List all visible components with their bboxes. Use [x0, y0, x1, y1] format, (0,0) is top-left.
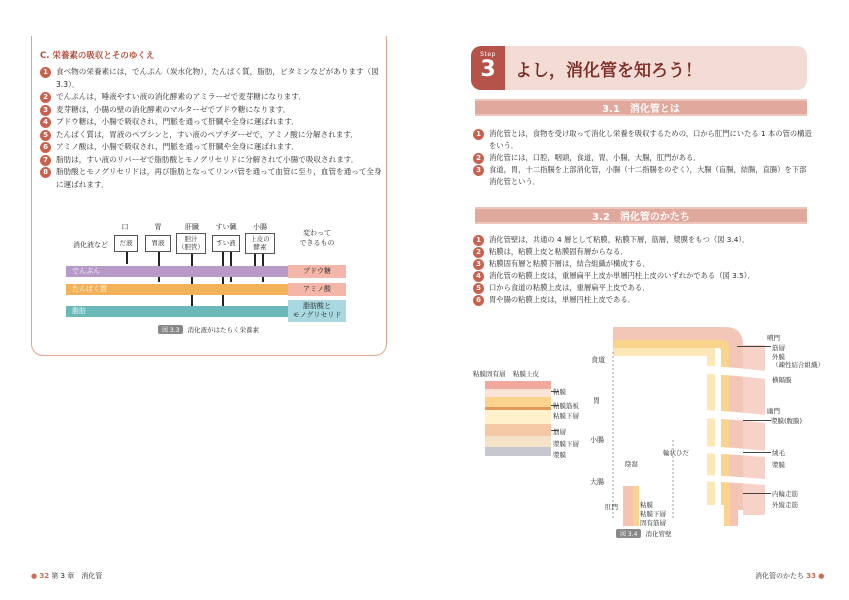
layer-label: 幽門 — [767, 407, 780, 415]
leader-line — [743, 420, 771, 421]
left-page — [0, 0, 424, 600]
item-number: 6 — [40, 142, 51, 153]
item-text: 胃や腸の粘膜上皮は，単層円柱上皮である． — [489, 295, 635, 304]
chapter-label: 第 3 章 消化管 — [51, 572, 103, 580]
result-box: ブドウ糖 — [288, 265, 346, 278]
list-item — [40, 154, 384, 167]
item-number: 5 — [473, 283, 484, 294]
page-number: 32 — [39, 572, 50, 580]
item-text: 口から食道の粘膜上皮は，重層扁平上皮である． — [489, 283, 650, 292]
enzyme-line — [222, 252, 224, 306]
list-item — [40, 116, 384, 129]
layer-label: 粘膜筋板 — [553, 402, 579, 410]
item-number: 5 — [40, 130, 51, 141]
item-text: 消化管とは，食物を受け取って消化し栄養を吸収するための，口から肛門にいたる 1 本の管の構造をいう． — [489, 129, 812, 150]
organ-label: 胃 — [593, 397, 600, 405]
layer-label: 漿膜(腹膜) — [771, 417, 803, 425]
list-item — [40, 104, 384, 117]
item-number: 1 — [40, 67, 51, 78]
organ-label: 小腸 — [253, 223, 267, 231]
organ-label: 肝臓 — [185, 223, 199, 231]
bottom-label: 固有筋層 — [640, 519, 666, 527]
organ-label: 口 — [121, 223, 129, 231]
enzyme-box: だ液 — [114, 235, 138, 252]
chapter-label: 消化管のかたち — [755, 572, 804, 580]
item-number: 2 — [473, 247, 484, 258]
caption-number: 図 3.4 — [616, 529, 641, 538]
layer-label: 噴門 — [767, 334, 780, 342]
layer-label: 粘膜下層 — [553, 412, 579, 420]
item-number: 2 — [473, 153, 484, 164]
enzyme-line — [191, 254, 193, 306]
layer-label: 粘膜 — [553, 388, 566, 396]
layer-label: 外縦走筋 — [772, 501, 798, 509]
list-item — [40, 166, 384, 191]
organ-label: 小腸 — [590, 436, 604, 444]
right-page — [425, 0, 849, 600]
item-number: 1 — [473, 129, 484, 140]
figure-caption — [158, 325, 259, 334]
layer-label: 内輪走筋 — [772, 490, 798, 498]
layer-label: 粘膜上皮 — [513, 370, 539, 378]
list-item — [40, 91, 384, 104]
right-footer — [755, 571, 824, 581]
item-text: 麦芽糖は，小腸の壁の消化酵素のマルターゼでブドウ糖になります． — [56, 104, 291, 114]
item-text: 粘膜は，粘膜上皮と粘膜固有層からなる． — [489, 247, 628, 256]
leader-line — [551, 391, 559, 392]
section-title: 3.2 消化管のかたち — [475, 207, 807, 224]
center-label: 輪状ひだ — [663, 449, 689, 457]
protein-arrow: たんぱく質 — [66, 284, 288, 295]
organ-label: すい臓 — [215, 223, 237, 231]
caption-text: 消化管壁 — [645, 530, 672, 538]
item-number: 7 — [40, 155, 51, 166]
layer-label: 漿膜 — [553, 451, 566, 459]
organ-label: 食道 — [591, 356, 605, 364]
item-text: 食べ物の栄養素には，でんぷん（炭水化物），たんぱく質，脂肪，ビタミンなどがあります（図 3.3）． — [56, 67, 379, 89]
layer-label: 粘膜固有層 — [473, 370, 506, 378]
item-number: 8 — [40, 167, 51, 178]
figure-3-3 — [40, 222, 380, 332]
nutrient-list — [40, 66, 384, 191]
digestive-wall-illustration — [425, 0, 849, 600]
item-number: 6 — [473, 295, 484, 306]
layer-label: 筋層 — [772, 344, 785, 352]
item-number: 4 — [473, 271, 484, 282]
bottom-label: 肛門 — [605, 503, 618, 511]
layer-label: 横隔膜 — [772, 376, 792, 384]
caption-number: 図 3.3 — [158, 325, 183, 334]
section-title: 3.1 消化管とは — [475, 99, 807, 116]
result-head: 変わって できるもの — [299, 229, 335, 247]
row-label: 消化液など — [73, 241, 108, 249]
item-text: 粘膜固有層と粘膜下層は，結合組織が構成する． — [489, 259, 650, 268]
left-footer — [31, 571, 102, 581]
leader-line — [737, 346, 771, 347]
figure-caption — [616, 529, 671, 538]
figure-3-4 — [425, 0, 849, 600]
list-item — [40, 66, 384, 91]
list-item — [40, 129, 384, 142]
item-number: 3 — [473, 165, 484, 176]
item-text: ブドウ糖は，小腸で吸収され，門脈を通って肝臓や全身に運ばれます． — [56, 117, 299, 126]
item-number: 2 — [40, 92, 51, 103]
fat-arrow: 脂肪 — [66, 306, 288, 317]
step-number: 3 — [480, 57, 496, 82]
leader-line — [743, 493, 771, 494]
item-text: 消化管には，口腔，咽頭，食道，胃，小腸，大腸，肛門がある． — [489, 153, 701, 162]
bullet-icon: ● — [818, 572, 825, 580]
enzyme-box: 上皮の 酵素 — [245, 233, 275, 254]
enzyme-box: 胆汁 （胆管） — [176, 233, 206, 254]
enzyme-line — [254, 254, 256, 266]
item-text: 脂肪酸とモノグリセリドは，再び脂肪となってリンパ管を通って血管に至り，血管を通って全身に運ばれます． — [56, 167, 382, 189]
starch-arrow: でんぷん — [66, 266, 288, 277]
item-number: 3 — [40, 105, 51, 116]
enzyme-box: すい液 — [212, 235, 240, 252]
layer-label: 筋層 — [553, 428, 566, 436]
enzyme-box: 胃液 — [145, 235, 171, 252]
layer-label: 漿膜下層 — [553, 440, 579, 448]
item-text: 消化管壁は，共通の 4 層として粘膜，粘膜下層，筋層，漿膜をもつ（図 3.4）． — [489, 235, 750, 244]
page-number: 33 — [806, 572, 816, 580]
step-label: Step — [480, 51, 496, 58]
list-item — [40, 141, 384, 154]
center-label: 陰窩 — [625, 460, 638, 468]
bottom-label: 粘膜 — [640, 501, 653, 509]
layer-label: 漿膜 — [772, 461, 785, 469]
layer-label: 外膜 （疎性結合組織） — [772, 353, 824, 369]
organ-label: 胃 — [154, 223, 162, 231]
item-text: 脂肪は，すい液のリパーゼで脂肪酸とモノグリセリドに分解されて小腸で吸収されます． — [56, 154, 359, 164]
caption-text: 消化液がはたらく栄養素 — [187, 326, 259, 334]
item-number: 3 — [473, 259, 484, 270]
result-box: アミノ酸 — [288, 283, 346, 296]
result-box: 脂肪酸と モノグリセリド — [288, 300, 346, 322]
item-text: アミノ酸は，小腸で吸収され，門脈を通って肝臓や全身に運ばれます． — [56, 142, 299, 151]
item-text: 消化管の粘膜上皮は，重層扁平上皮か単層円柱上皮のいずれかである（図 3.5）． — [489, 271, 755, 280]
item-number: 1 — [473, 235, 484, 246]
leader-line — [551, 405, 559, 406]
step-title: よし，消化管を知ろう！ — [515, 61, 702, 81]
layer-label: 絨毛 — [772, 449, 785, 457]
item-text: でんぷんは，唾液やすい液の消化酵素のアミラーゼで麦芽糖になります． — [56, 92, 306, 101]
item-text: 食道，胃，十二指腸を上部消化管，小腸（十二指腸をのぞく），大腸（盲腸，結腸，直腸）を下部消化管という． — [489, 165, 807, 186]
box-title: C. 栄養素の吸収とそのゆくえ — [40, 51, 155, 61]
bullet-icon: ● — [31, 572, 38, 580]
leader-line — [551, 430, 559, 431]
leader-line — [743, 452, 771, 453]
item-text: たんぱく質は，胃液のペプシンと，すい液のペプチダーゼで，アミノ酸に分解されます． — [56, 129, 358, 139]
organ-label: 大腸 — [590, 478, 604, 486]
item-number: 4 — [40, 117, 51, 128]
bottom-label: 粘膜下層 — [640, 510, 666, 518]
enzyme-line — [126, 252, 128, 264]
